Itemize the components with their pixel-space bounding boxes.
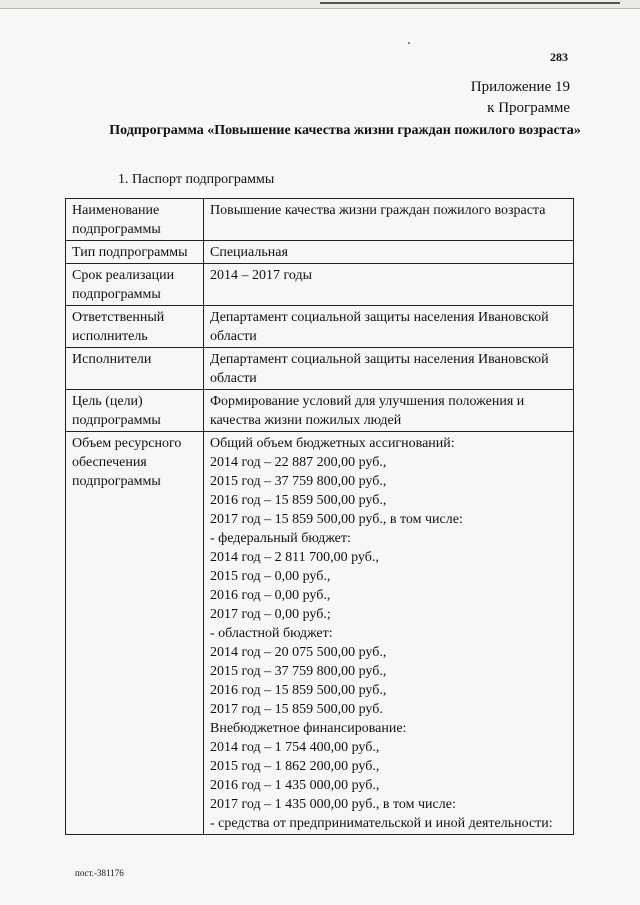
passport-row-value <box>204 241 574 264</box>
passport-row <box>66 348 574 390</box>
passport-value-line: Повышение качества жизни граждан пожилого возраста <box>210 203 546 218</box>
passport-value-line: 2017 год – 0,00 руб.; <box>210 607 331 622</box>
passport-row-value <box>204 306 574 348</box>
passport-value-line: Общий объем бюджетных ассигнований: <box>210 436 455 451</box>
passport-row <box>66 241 574 264</box>
passport-value-line: 2017 год – 15 859 500,00 руб. <box>210 702 383 717</box>
appendix-program-label: к Программе <box>487 100 570 116</box>
passport-value-line: Специальная <box>210 245 288 260</box>
passport-value-line: Формирование условий для улучшения положения и качества жизни пожилых людей <box>210 394 525 428</box>
passport-value-line: 2015 год – 1 862 200,00 руб., <box>210 759 380 774</box>
passport-row-value <box>204 348 574 390</box>
passport-row-value <box>204 199 574 241</box>
passport-value-line: 2016 год – 15 859 500,00 руб., <box>210 683 387 698</box>
passport-value-line: 2014 – 2017 годы <box>210 268 313 283</box>
passport-row-label: Ответственный исполнитель <box>66 306 204 348</box>
passport-row <box>66 390 574 432</box>
passport-value-line: Департамент социальной защиты населения Ивановской области <box>210 352 549 386</box>
passport-row <box>66 306 574 348</box>
passport-row <box>66 199 574 241</box>
passport-value-line: 2015 год – 37 759 800,00 руб., <box>210 474 387 489</box>
passport-row <box>66 264 574 306</box>
passport-value-line: 2014 год – 22 887 200,00 руб., <box>210 455 387 470</box>
passport-value-line: Внебюджетное финансирование: <box>210 721 407 736</box>
passport-value-line: 2016 год – 1 435 000,00 руб., <box>210 778 380 793</box>
passport-value-line: 2014 год – 20 075 500,00 руб., <box>210 645 387 660</box>
passport-row-label: Наименование подпрограммы <box>66 199 204 241</box>
passport-row-label: Срок реализации подпрограммы <box>66 264 204 306</box>
page-number: 283 <box>550 50 568 64</box>
passport-value-line: 2016 год – 0,00 руб., <box>210 588 331 603</box>
passport-value-line: 2015 год – 37 759 800,00 руб., <box>210 664 387 679</box>
appendix-label: Приложение 19 <box>470 79 570 95</box>
passport-row <box>66 432 574 835</box>
passport-value-line: 2017 год – 1 435 000,00 руб., в том числе: <box>210 797 456 812</box>
passport-value-line: - федеральный бюджет: <box>210 531 351 546</box>
document-title: Подпрограмма «Повышение качества жизни граждан пожилого возраста» <box>109 123 581 138</box>
section-title: 1. Паспорт подпрограммы <box>118 172 275 187</box>
scan-speck <box>408 42 410 44</box>
passport-row-label: Исполнители <box>66 348 204 390</box>
passport-value-line: 2016 год – 15 859 500,00 руб., <box>210 493 387 508</box>
passport-value-line: - средства от предпринимательской и иной деятельности: <box>210 816 553 831</box>
passport-row-value <box>204 264 574 306</box>
footer-code: пост.-381176 <box>75 868 124 878</box>
passport-row-value <box>204 390 574 432</box>
passport-row-label: Цель (цели) подпрограммы <box>66 390 204 432</box>
scan-top-mark <box>320 2 620 4</box>
passport-value-line: 2014 год – 1 754 400,00 руб., <box>210 740 380 755</box>
passport-value-line: - областной бюджет: <box>210 626 333 641</box>
passport-value-line: 2015 год – 0,00 руб., <box>210 569 331 584</box>
passport-value-line: Департамент социальной защиты населения Ивановской области <box>210 310 549 344</box>
passport-value-line: 2017 год – 15 859 500,00 руб., в том числе: <box>210 512 463 527</box>
passport-row-value <box>204 432 574 835</box>
passport-table <box>65 198 574 835</box>
passport-row-label: Тип подпрограммы <box>66 241 204 264</box>
passport-row-label: Объем ресурсного обеспечения подпрограммы <box>66 432 204 835</box>
passport-value-line: 2014 год – 2 811 700,00 руб., <box>210 550 379 565</box>
